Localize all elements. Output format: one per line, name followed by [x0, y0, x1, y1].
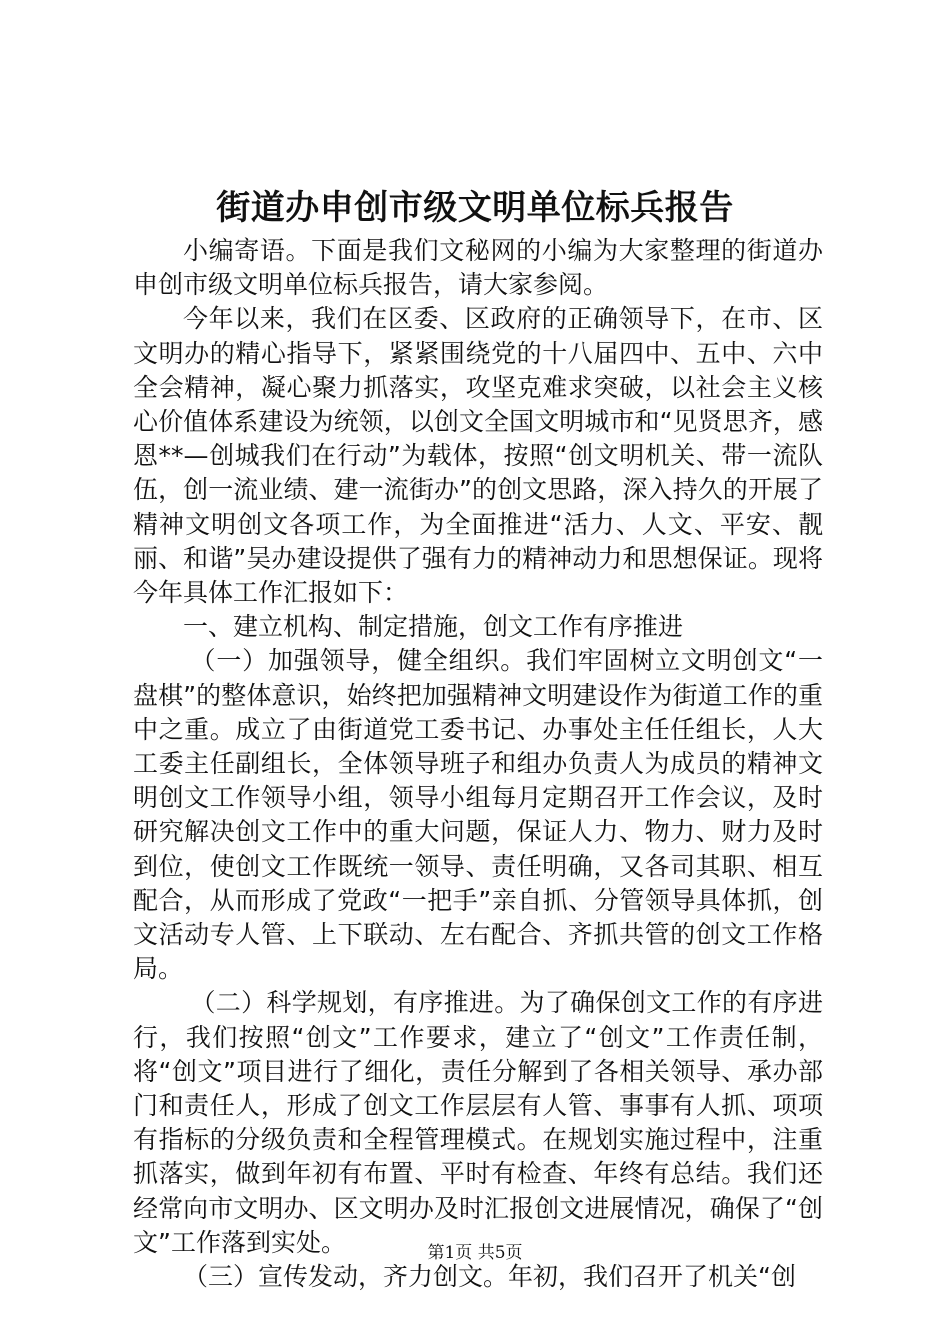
paragraph-intro: 小编寄语。下面是我们文秘网的小编为大家整理的街道办申创市级文明单位标兵报告，请大家参阅。: [133, 236, 823, 300]
paragraph-subsection-3: （三）宣传发动，齐力创文。年初，我们召开了机关“创: [183, 1262, 796, 1292]
page-footer: 第1页 共5页: [427, 1243, 523, 1263]
paragraph-overview: 今年以来，我们在区委、区政府的正确领导下，在市、区文明办的精心指导下，紧紧围绕党的十八届四中、五中、六中全会精神，凝心聚力抓落实，攻坚克难求突破，以社会主义核心价值体系建设为统领，以创文全国文明城市和“见贤思齐，感恩**—创城我们在行动”为载体，按照“创文明机关、带一流队伍，创一流业绩、建一流街办”的创文思路，深入持久的开展了精神文明创文各项工作，为全面推进“活力、人文、平安、靓丽、和谐”吴办建设提供了强有力的精神动力和思想保证。现将今年具体工作汇报如下：: [133, 304, 823, 608]
document-title: 街道办申创市级文明单位标兵报告: [216, 188, 734, 228]
section-heading-1: 一、建立机构、制定措施，创文工作有序推进: [183, 612, 684, 642]
paragraph-subsection-1: （一）加强领导，健全组织。我们牢固树立文明创文“一盘棋”的整体意识，始终把加强精神文明建设作为街道工作的重中之重。成立了由街道党工委书记、办事处主任任组长，人大工委主任副组长，全体领导班子和组办负责人为成员的精神文明创文工作领导小组，领导小组每月定期召开工作会议，及时研究解决创文工作中的重大问题，保证人力、物力、财力及时到位，使创文工作既统一领导、责任明确，又各司其职、相互配合，从而形成了党政“一把手”亲自抓、分管领导具体抓，创文活动专人管、上下联动、左右配合、齐抓共管的创文工作格局。: [133, 646, 823, 984]
paragraph-subsection-2: （二）科学规划，有序推进。为了确保创文工作的有序进行，我们按照“创文”工作要求，建立了“创文”工作责任制，将“创文”项目进行了细化，责任分解到了各相关领导、承办部门和责任人，形成了创文工作层层有人管、事事有人抓、项项有指标的分级负责和全程管理模式。在规划实施过程中，注重抓落实，做到年初有布置、平时有检查、年终有总结。我们还经常向市文明办、区文明办及时汇报创文进展情况，确保了“创文”工作落到实处。: [133, 988, 823, 1257]
document-body: [133, 234, 823, 1294]
